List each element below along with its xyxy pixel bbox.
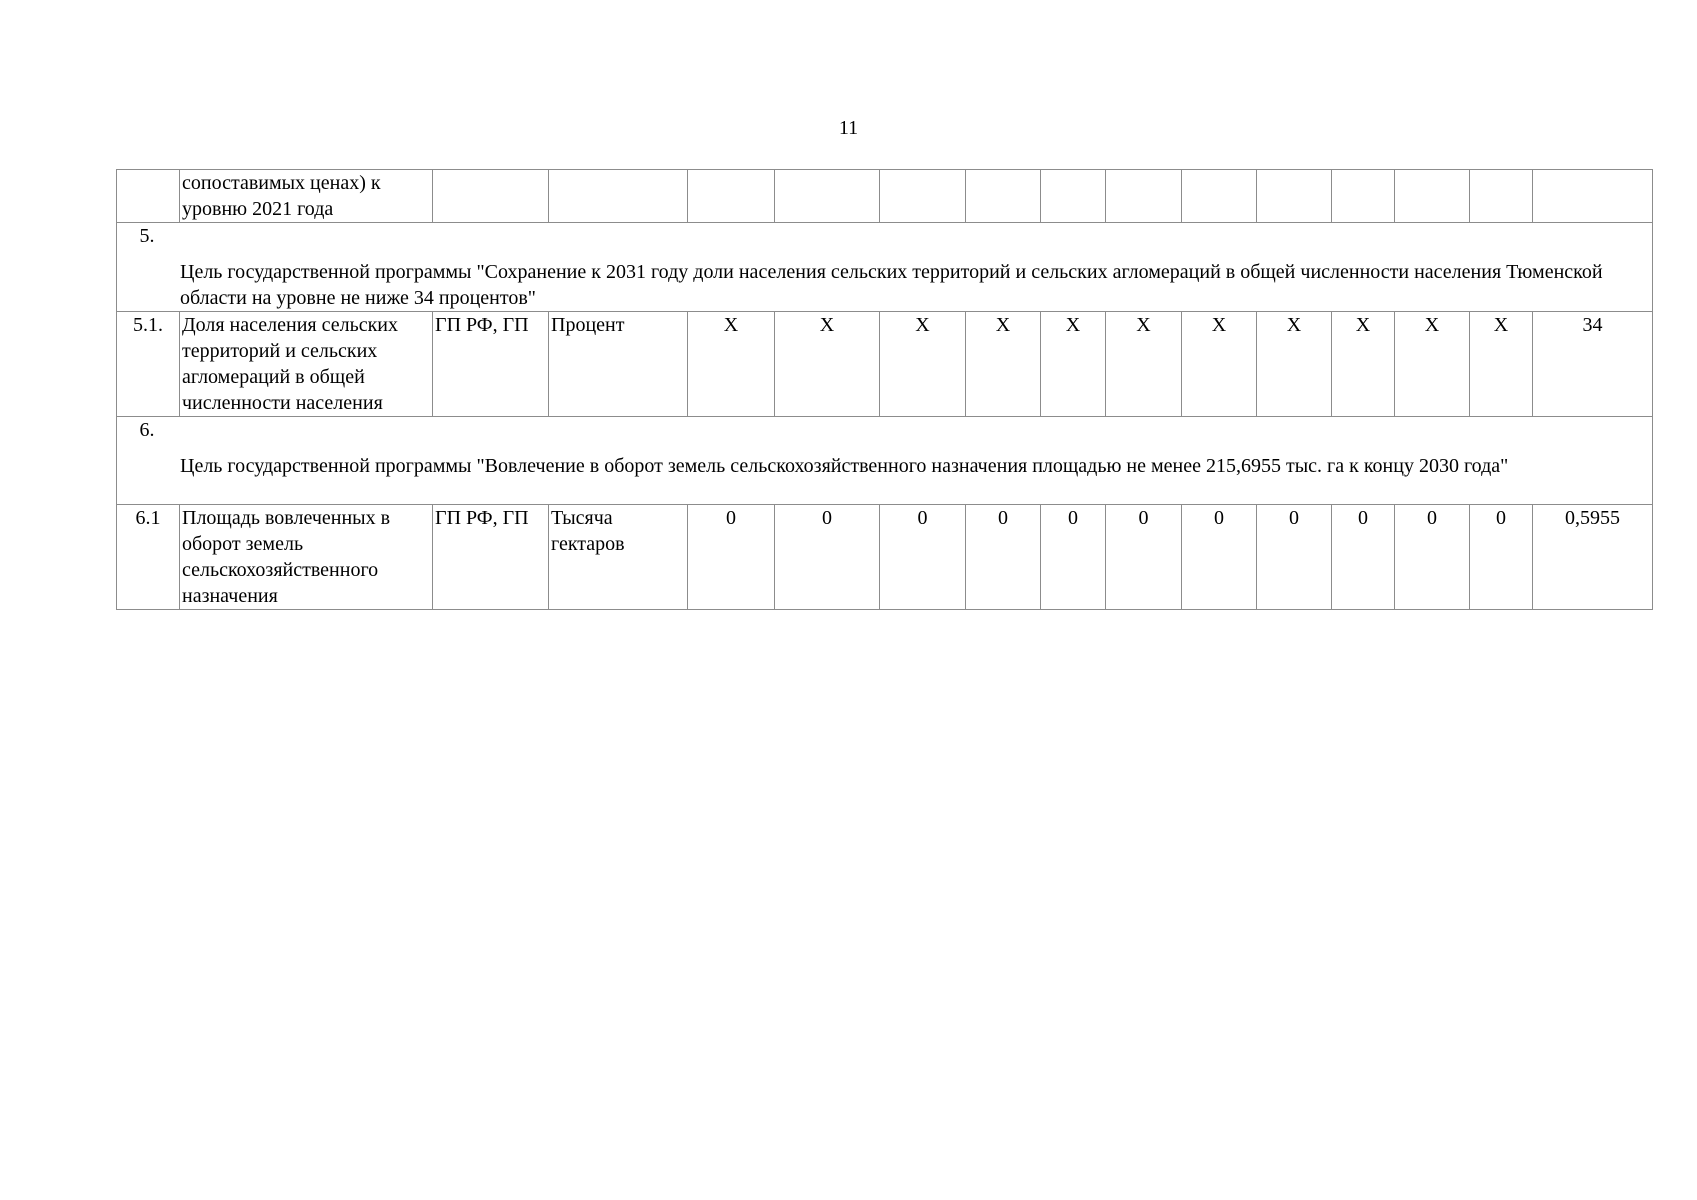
cell-value: 0 — [1106, 505, 1182, 610]
cell-value — [688, 170, 775, 223]
cell-value: X — [1041, 312, 1106, 417]
cell-value: X — [1106, 312, 1182, 417]
goal-row-6 — [117, 417, 1653, 505]
cell-value: X — [1182, 312, 1257, 417]
cell-value: 0 — [1395, 505, 1470, 610]
cell-value — [966, 170, 1041, 223]
indicators-table — [116, 169, 1653, 610]
cell-value: 0 — [1257, 505, 1332, 610]
cell-value: 0 — [1332, 505, 1395, 610]
goal-number: 6. — [139, 419, 155, 441]
cell-level — [433, 170, 549, 223]
cell-value: X — [688, 312, 775, 417]
cell-value — [1470, 170, 1533, 223]
goal-row-5 — [117, 223, 1653, 312]
cell-value: 0 — [1182, 505, 1257, 610]
cell-unit — [549, 170, 688, 223]
cell-value — [1533, 170, 1653, 223]
table-row-6-1 — [117, 505, 1653, 610]
cell-value — [1257, 170, 1332, 223]
cell-value — [1332, 170, 1395, 223]
cell-value — [1106, 170, 1182, 223]
cell-value: X — [775, 312, 880, 417]
cell-value: X — [1332, 312, 1395, 417]
table-row-continuation — [117, 170, 1653, 223]
cell-value: 0 — [1041, 505, 1106, 610]
cell-value — [775, 170, 880, 223]
cell-value — [880, 170, 966, 223]
cell-value: 0 — [966, 505, 1041, 610]
goal-text: Цель государственной программы "Вовлечение в оборот земель сельскохозяйственного назначения площадью не менее 215,6955 тыс. га к концу 2030 года" — [180, 455, 1509, 477]
cell-value: X — [1257, 312, 1332, 417]
cell-indicator: Доля населения сельских территорий и сельских агломераций в общей численности населения — [180, 312, 433, 417]
table-row-5-1 — [117, 312, 1653, 417]
goal-cell — [117, 223, 1653, 312]
goal-number: 5. — [139, 225, 155, 247]
cell-indicator: сопоставимых ценах) к уровню 2021 года — [180, 170, 433, 223]
cell-value — [1182, 170, 1257, 223]
cell-value: 0 — [775, 505, 880, 610]
cell-value: X — [966, 312, 1041, 417]
cell-indicator: Площадь вовлеченных в оборот земель сельскохозяйственного назначения — [180, 505, 433, 610]
cell-value: X — [880, 312, 966, 417]
cell-level: ГП РФ, ГП — [433, 312, 549, 417]
cell-value: X — [1470, 312, 1533, 417]
cell-value: 0,5955 — [1533, 505, 1653, 610]
cell-value: 0 — [688, 505, 775, 610]
cell-value: 34 — [1533, 312, 1653, 417]
cell-value — [1041, 170, 1106, 223]
page-number: 11 — [838, 117, 859, 139]
cell-number: 5.1. — [117, 312, 180, 417]
cell-level: ГП РФ, ГП — [433, 505, 549, 610]
cell-unit: Процент — [549, 312, 688, 417]
cell-value: 0 — [1470, 505, 1533, 610]
cell-number — [117, 170, 180, 223]
cell-value — [1395, 170, 1470, 223]
goal-text: Цель государственной программы "Сохранение к 2031 году доли населения сельских территорий и сельских агломераций в общей численности населения Тюменской области на уровне не ниже 34 процентов" — [180, 261, 1603, 309]
cell-number: 6.1 — [117, 505, 180, 610]
goal-cell — [117, 417, 1653, 505]
cell-value: 0 — [880, 505, 966, 610]
cell-value: X — [1395, 312, 1470, 417]
cell-unit: Тысяча гектаров — [549, 505, 688, 610]
